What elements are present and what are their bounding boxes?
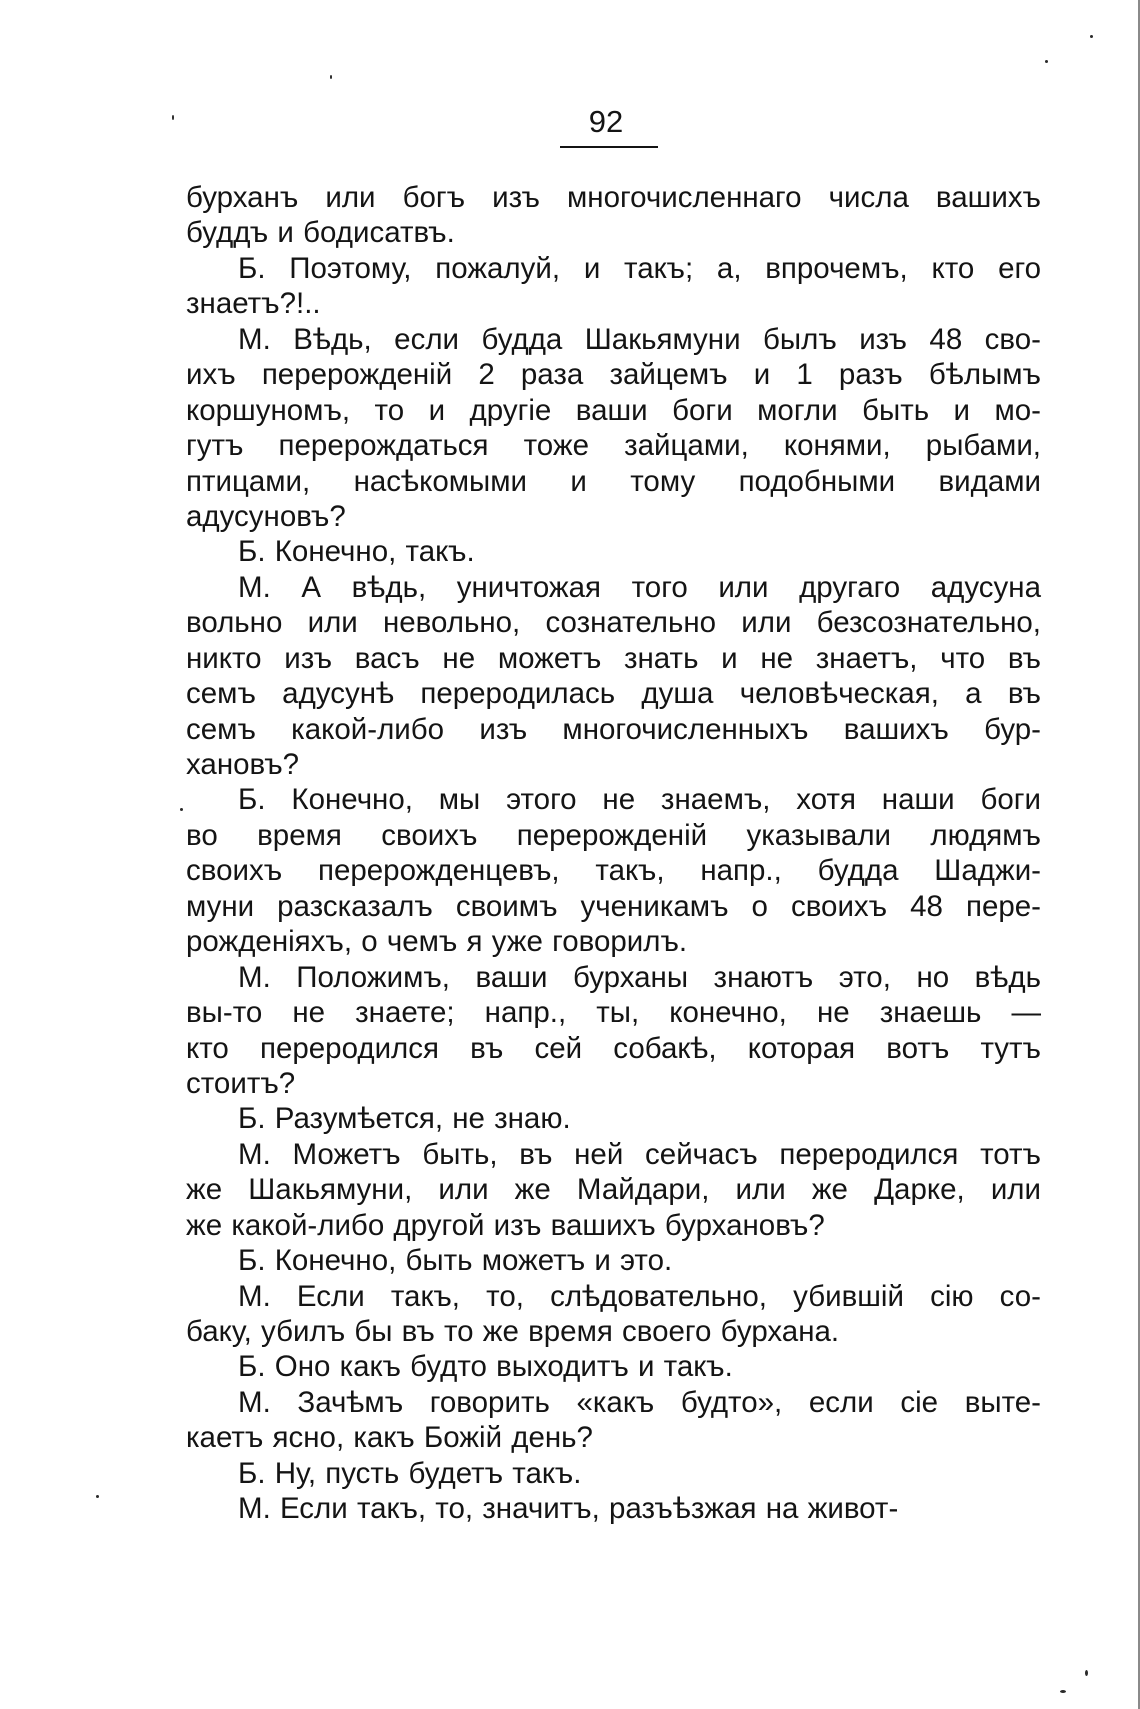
scan-speck (1085, 1670, 1088, 1676)
text-line: ихъ перерожденій 2 раза зайцемъ и 1 разъ бѣлымъ (186, 358, 1041, 392)
text-line: М. Вѣдь, если будда Шакьямуни былъ изъ 48 сво- (238, 322, 1041, 356)
dialogue-paragraph (186, 534, 1041, 569)
text-line: М. А вѣдь, уничтожая того или другаго адусуна (238, 570, 1041, 604)
page-text-body (186, 180, 1041, 1527)
text-line: же Шакьямуни, или же Майдари, или же Дарке, или (186, 1173, 1041, 1207)
page-number: 92 (588, 104, 624, 139)
scan-speck (172, 115, 174, 120)
dialogue-paragraph (186, 782, 1041, 959)
dialogue-paragraph (186, 1101, 1041, 1136)
text-line: стоитъ? (186, 1066, 296, 1100)
dialogue-paragraph (186, 1385, 1041, 1456)
scan-speck (96, 1495, 99, 1498)
text-line: гутъ перерождаться тоже зайцами, конями, рыбами, (186, 429, 1041, 463)
text-line: каетъ ясно, какъ Божій день? (186, 1421, 593, 1455)
text-line: буддъ и бодисатвъ. (186, 216, 455, 250)
text-line: рожденіяхъ, о чемъ я уже говорилъ. (186, 925, 688, 959)
scan-speck (1090, 35, 1093, 38)
text-line: коршуномъ, то и другіе ваши боги могли быть и мо- (186, 393, 1041, 427)
text-line: М. Если такъ, то, значитъ, разъѣзжая на живот- (238, 1492, 899, 1526)
dialogue-paragraph (186, 1491, 1041, 1526)
scan-speck (1045, 60, 1048, 63)
text-line: вольно или невольно, сознательно или безсознательно, (186, 606, 1041, 640)
text-line: Б. Конечно, быть можетъ и это. (238, 1244, 673, 1278)
text-line: вы-то не знаете; напр., ты, конечно, не знаешь — (186, 996, 1041, 1030)
text-line: М. Положимъ, ваши бурханы знаютъ это, но вѣдь (238, 960, 1041, 994)
text-line: никто изъ васъ не можетъ знать и не знаетъ, что въ (186, 641, 1041, 675)
text-line: муни разсказалъ своимъ ученикамъ о своихъ 48 пере- (186, 889, 1041, 923)
text-line: М. Если такъ, то, слѣдовательно, убившій сію со- (238, 1279, 1041, 1313)
dialogue-paragraph (186, 1456, 1041, 1491)
text-line: хановъ? (186, 748, 300, 781)
dialogue-paragraph (186, 251, 1041, 322)
text-line: адусуновъ? (186, 499, 346, 533)
text-line: Б. Разумѣется, не знаю. (238, 1102, 571, 1136)
text-line: М. Можетъ быть, въ ней сейчасъ переродился тотъ (238, 1137, 1041, 1171)
dialogue-paragraph (186, 1279, 1041, 1350)
text-line: Б. Конечно, такъ. (238, 535, 475, 569)
page-number-rule (560, 146, 658, 148)
dialogue-paragraph (186, 1243, 1041, 1278)
text-line: бурханъ или богъ изъ многочисленнаго числа вашихъ (186, 181, 1041, 214)
scan-speck (180, 808, 183, 811)
text-line: Б. Конечно, мы этого не знаемъ, хотя наши боги (238, 783, 1041, 817)
text-line: семъ какой-либо изъ многочисленныхъ вашихъ бур- (186, 712, 1041, 746)
text-line: М. Зачѣмъ говорить «какъ будто», если сіе выте- (238, 1385, 1041, 1419)
text-line: же какой-либо другой изъ вашихъ бурхановъ? (186, 1208, 825, 1242)
dialogue-paragraph (186, 960, 1041, 1102)
text-line: знаетъ?!.. (186, 287, 321, 321)
scan-speck (330, 75, 332, 79)
text-line: своихъ перерожденцевъ, такъ, напр., будда Шаджи- (186, 854, 1041, 888)
text-line: баку, убилъ бы въ то же время своего бурхана. (186, 1315, 840, 1348)
scan-speck (1060, 1690, 1066, 1693)
text-line: во время своихъ перерожденій указывали людямъ (186, 818, 1041, 852)
text-line: Б. Ну, пусть будетъ такъ. (238, 1456, 582, 1490)
dialogue-paragraph (186, 1137, 1041, 1243)
text-line: семъ адусунѣ переродилась душа человѣческая, а въ (186, 677, 1041, 711)
dialogue-paragraph (186, 322, 1041, 535)
text-line: кто переродился въ сей собакѣ, которая вотъ тутъ (186, 1031, 1041, 1065)
dialogue-paragraph (186, 180, 1041, 251)
dialogue-paragraph (186, 1349, 1041, 1384)
text-line: птицами, насѣкомыми и тому подобными видами (186, 464, 1041, 498)
text-line: Б. Оно какъ будто выходитъ и такъ. (238, 1350, 733, 1384)
text-line: Б. Поэтому, пожалуй, и такъ; а, впрочемъ, кто его (238, 251, 1041, 285)
dialogue-paragraph (186, 570, 1041, 783)
